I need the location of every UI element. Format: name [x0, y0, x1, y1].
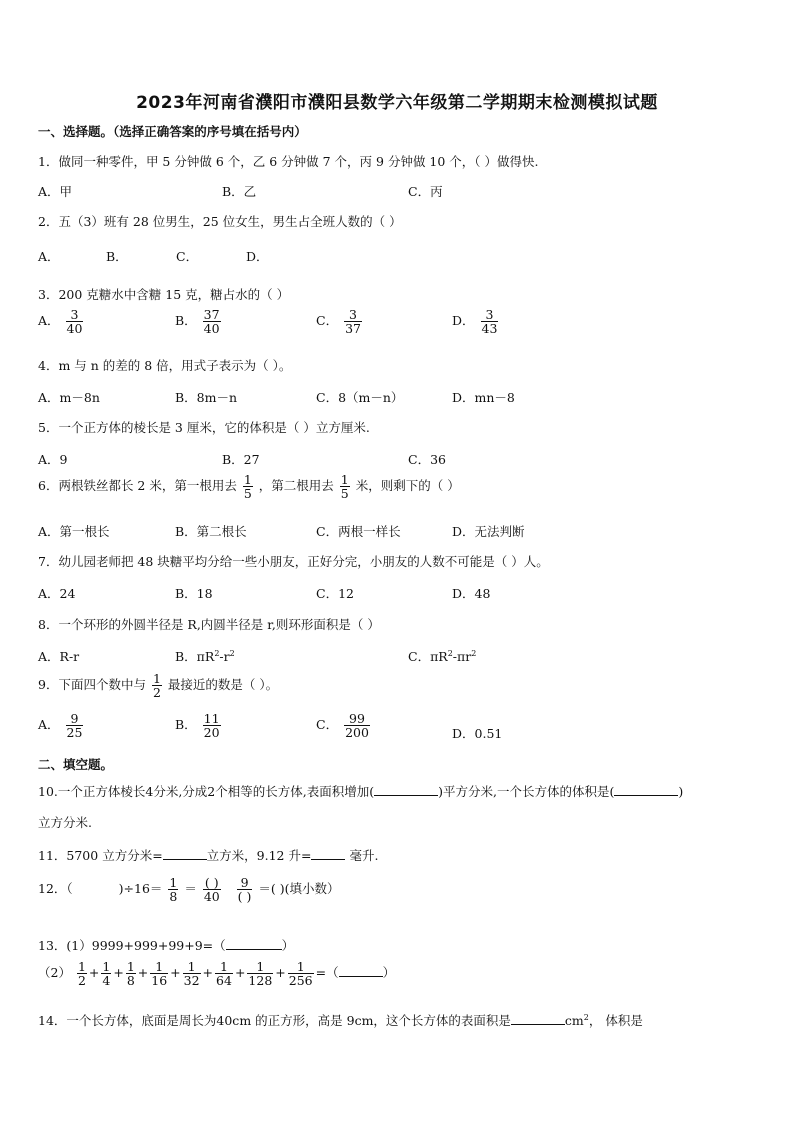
- q9-option-a[interactable]: [38, 712, 85, 739]
- question-5: 5．一个正方体的棱长是 3 厘米，它的体积是（ ）立方厘米.: [38, 420, 370, 435]
- q11-answer-blank-2[interactable]: [311, 847, 345, 860]
- q1-option-c[interactable]: C．丙: [408, 184, 443, 199]
- question-1: 1．做同一种零件，甲 5 分钟做 6 个，乙 6 分钟做 7 个，丙 9 分钟做 10 个，（ ）做得快.: [38, 154, 539, 169]
- question-11-text-middle: 立方米，9.12 升=: [206, 848, 312, 863]
- q5-option-a[interactable]: A．9: [38, 452, 68, 467]
- q3-option-a-fraction: $\frac{3}{40}$: [66, 307, 83, 337]
- question-12-text-start: 12．（: [38, 881, 73, 897]
- q13-answer-blank-1[interactable]: [226, 937, 282, 950]
- question-13-part-2-label: （2）: [38, 965, 71, 981]
- q4-option-d[interactable]: D．mn－8: [452, 390, 515, 405]
- q3-option-b-fraction: $\frac{37}{40}$: [203, 307, 220, 337]
- section-heading-choice: 一、选择题。（选择正确答案的序号填在括号内）: [38, 124, 307, 139]
- question-14-unit: cm: [564, 1013, 584, 1028]
- question-9-text-start: 9．下面四个数中与: [38, 677, 146, 693]
- q8-option-b-sup-2: 2: [229, 648, 235, 658]
- q8-option-c-sup-2: 2: [471, 648, 477, 658]
- question-14-unit-sup: 2: [583, 1012, 589, 1022]
- q9-option-c-label: C．: [316, 717, 339, 733]
- q8-option-c-sup-1: 2: [447, 648, 453, 658]
- question-6-text-middle: ，第二根用去: [258, 478, 334, 494]
- question-13-equals: =（: [315, 965, 339, 981]
- question-6-text-end: 米，则剩下的（ ）: [355, 478, 460, 494]
- plus-sign: +: [234, 965, 246, 981]
- question-10: [38, 782, 683, 800]
- question-10-line-2: 立方分米.: [38, 815, 92, 830]
- q8-option-c-text: C．πR: [408, 649, 448, 664]
- question-13-close: ）: [382, 965, 396, 981]
- question-12-fraction-3[interactable]: $\frac{9}{( )}$: [237, 875, 252, 905]
- question-6-text-start: 6．两根铁丝都长 2 米，第一根用去: [38, 478, 237, 494]
- question-6-fraction-2: $\frac{1}{5}$: [340, 472, 349, 502]
- q6-option-d[interactable]: D．无法判断: [452, 524, 525, 539]
- q7-option-d[interactable]: D．48: [452, 586, 491, 601]
- q2-option-d[interactable]: D．: [246, 249, 269, 264]
- q5-option-b[interactable]: B．27: [222, 452, 260, 467]
- q2-option-a[interactable]: A．: [38, 249, 60, 264]
- q7-option-c[interactable]: C．12: [316, 586, 354, 601]
- question-13-part-1-text: 13．(1）9999+999+99+9=（: [38, 938, 226, 953]
- question-2: 2．五（3）班有 28 位男生，25 位女生，男生占全班人数的（ ）: [38, 214, 402, 229]
- q9-option-c-fraction: $\frac{99}{200}$: [345, 711, 369, 741]
- question-13-fraction: $\frac{1}{128}$: [248, 959, 273, 989]
- q1-option-a[interactable]: A．甲: [38, 184, 73, 199]
- q10-answer-blank-2[interactable]: [614, 783, 678, 796]
- question-12-fraction-2[interactable]: $\frac{( )}{40}$: [203, 875, 220, 905]
- page-title: 2023年河南省濮阳市濮阳县数学六年级第二学期期末检测模拟试题: [136, 93, 658, 113]
- question-11-text-end: 毫升.: [349, 848, 379, 863]
- q2-option-b[interactable]: B．: [106, 249, 128, 264]
- question-13-fraction: $\frac{1}{64}$: [216, 959, 232, 989]
- question-12: [38, 876, 340, 903]
- q9-option-b-fraction: $\frac{11}{20}$: [203, 711, 220, 741]
- q6-option-a[interactable]: A．第一根长: [38, 524, 110, 539]
- q8-option-c[interactable]: [408, 647, 476, 665]
- plus-sign: +: [170, 965, 181, 981]
- q9-option-b-label: B．: [175, 717, 197, 733]
- question-13-part-2: [38, 960, 395, 987]
- question-9-fraction: $\frac{1}{2}$: [152, 671, 161, 701]
- question-12-text-end: ＝( )(填小数）: [258, 881, 340, 897]
- q7-option-b[interactable]: B．18: [175, 586, 213, 601]
- q8-option-a[interactable]: A．R-r: [38, 649, 80, 664]
- question-3: 3．200 克糖水中含糖 15 克，糖占水的（ ）: [38, 287, 290, 302]
- q4-option-b[interactable]: B．8m－n: [175, 390, 238, 405]
- question-4: 4．m 与 n 的差的 8 倍，用式子表示为（ ）。: [38, 358, 292, 373]
- q5-option-c[interactable]: C．36: [408, 452, 446, 467]
- plus-sign: +: [113, 965, 124, 981]
- q3-option-d[interactable]: [452, 308, 500, 335]
- question-13-fraction: $\frac{1}{2}$: [77, 959, 86, 989]
- plus-sign: +: [137, 965, 149, 981]
- question-11: [38, 846, 378, 864]
- question-13-fraction: $\frac{1}{16}$: [151, 959, 168, 989]
- question-13-part-1-close: ）: [281, 938, 295, 953]
- q3-option-a[interactable]: [38, 308, 85, 335]
- plus-sign: +: [275, 965, 286, 981]
- question-11-text-start: 11．5700 立方分米=: [38, 848, 163, 863]
- q3-option-d-label: D．: [452, 313, 475, 329]
- q8-option-b-sup-1: 2: [214, 648, 220, 658]
- q6-option-c[interactable]: C．两根一样长: [316, 524, 401, 539]
- question-13-fraction: $\frac{1}{32}$: [183, 959, 200, 989]
- q14-answer-blank-1[interactable]: [511, 1012, 565, 1025]
- q4-option-c[interactable]: C．8（m－n）: [316, 390, 404, 405]
- q7-option-a[interactable]: A．24: [38, 586, 76, 601]
- q6-option-b[interactable]: B．第二根长: [175, 524, 247, 539]
- q3-option-c-fraction: $\frac{3}{37}$: [345, 307, 361, 337]
- q10-answer-blank-1[interactable]: [374, 783, 438, 796]
- question-14-text-end: ， 体积是: [588, 1013, 643, 1028]
- plus-sign: +: [202, 965, 214, 981]
- question-13-part-1: [38, 936, 294, 954]
- q3-option-a-label: A．: [38, 313, 60, 329]
- question-12-fraction-1: $\frac{1}{8}$: [169, 875, 178, 905]
- question-13-fraction: $\frac{1}{4}$: [102, 959, 111, 989]
- q8-option-b[interactable]: [175, 647, 235, 665]
- q2-option-c[interactable]: C．: [176, 249, 199, 264]
- q8-option-b-text: B．πR: [175, 649, 215, 664]
- q3-option-b[interactable]: [175, 308, 223, 335]
- q3-option-b-label: B．: [175, 313, 197, 329]
- q3-option-c-label: C．: [316, 313, 339, 329]
- q3-option-d-fraction: $\frac{3}{43}$: [481, 307, 498, 337]
- question-13-fraction: $\frac{1}{8}$: [126, 959, 135, 989]
- question-8: 8．一个环形的外圆半径是 R,内圆半径是 r,则环形面积是（ ）: [38, 617, 380, 632]
- question-10-text-start: 10.一个正方体棱长4分米,分成2个相等的长方体,表面积增加(: [38, 784, 375, 799]
- question-10-text-end: ): [678, 784, 684, 799]
- q9-option-a-fraction: $\frac{9}{25}$: [66, 711, 83, 741]
- q9-option-a-label: A．: [38, 717, 60, 733]
- question-14-text-start: 14．一个长方体，底面是周长为40cm 的正方形，高是 9cm，这个长方体的表面积是: [38, 1013, 511, 1028]
- question-6: [38, 473, 460, 500]
- question-10-text-middle: )平方分米,一个长方体的体积是(: [438, 784, 615, 799]
- question-12-equals: ＝: [184, 881, 197, 897]
- question-7: 7．幼儿园老师把 48 块糖平均分给一些小朋友，正好分完，小朋友的人数不可能是（ ）人。: [38, 554, 549, 569]
- q9-option-d[interactable]: D．0.51: [452, 726, 503, 741]
- q9-option-b[interactable]: [175, 712, 223, 739]
- question-6-fraction-1: $\frac{1}{5}$: [243, 472, 252, 502]
- q4-option-a[interactable]: A．m－8n: [38, 390, 100, 405]
- plus-sign: +: [88, 965, 100, 981]
- question-14: [38, 1011, 643, 1029]
- section-heading-fill: 二、填空题。: [38, 757, 114, 772]
- q3-option-c[interactable]: [316, 308, 364, 335]
- question-9: [38, 672, 278, 699]
- q11-answer-blank-1[interactable]: [163, 847, 207, 860]
- q1-option-b[interactable]: B．乙: [222, 184, 257, 199]
- question-13-fraction: $\frac{1}{256}$: [288, 959, 313, 989]
- q8-option-c-text-2: -πr: [452, 649, 472, 664]
- q13-answer-blank-2[interactable]: [339, 964, 383, 977]
- question-12-divide: )÷16＝: [118, 881, 163, 897]
- question-9-text-end: 最接近的数是（ ）。: [167, 677, 279, 693]
- q9-option-c[interactable]: [316, 712, 372, 739]
- q8-option-b-text-2: -r: [219, 649, 230, 664]
